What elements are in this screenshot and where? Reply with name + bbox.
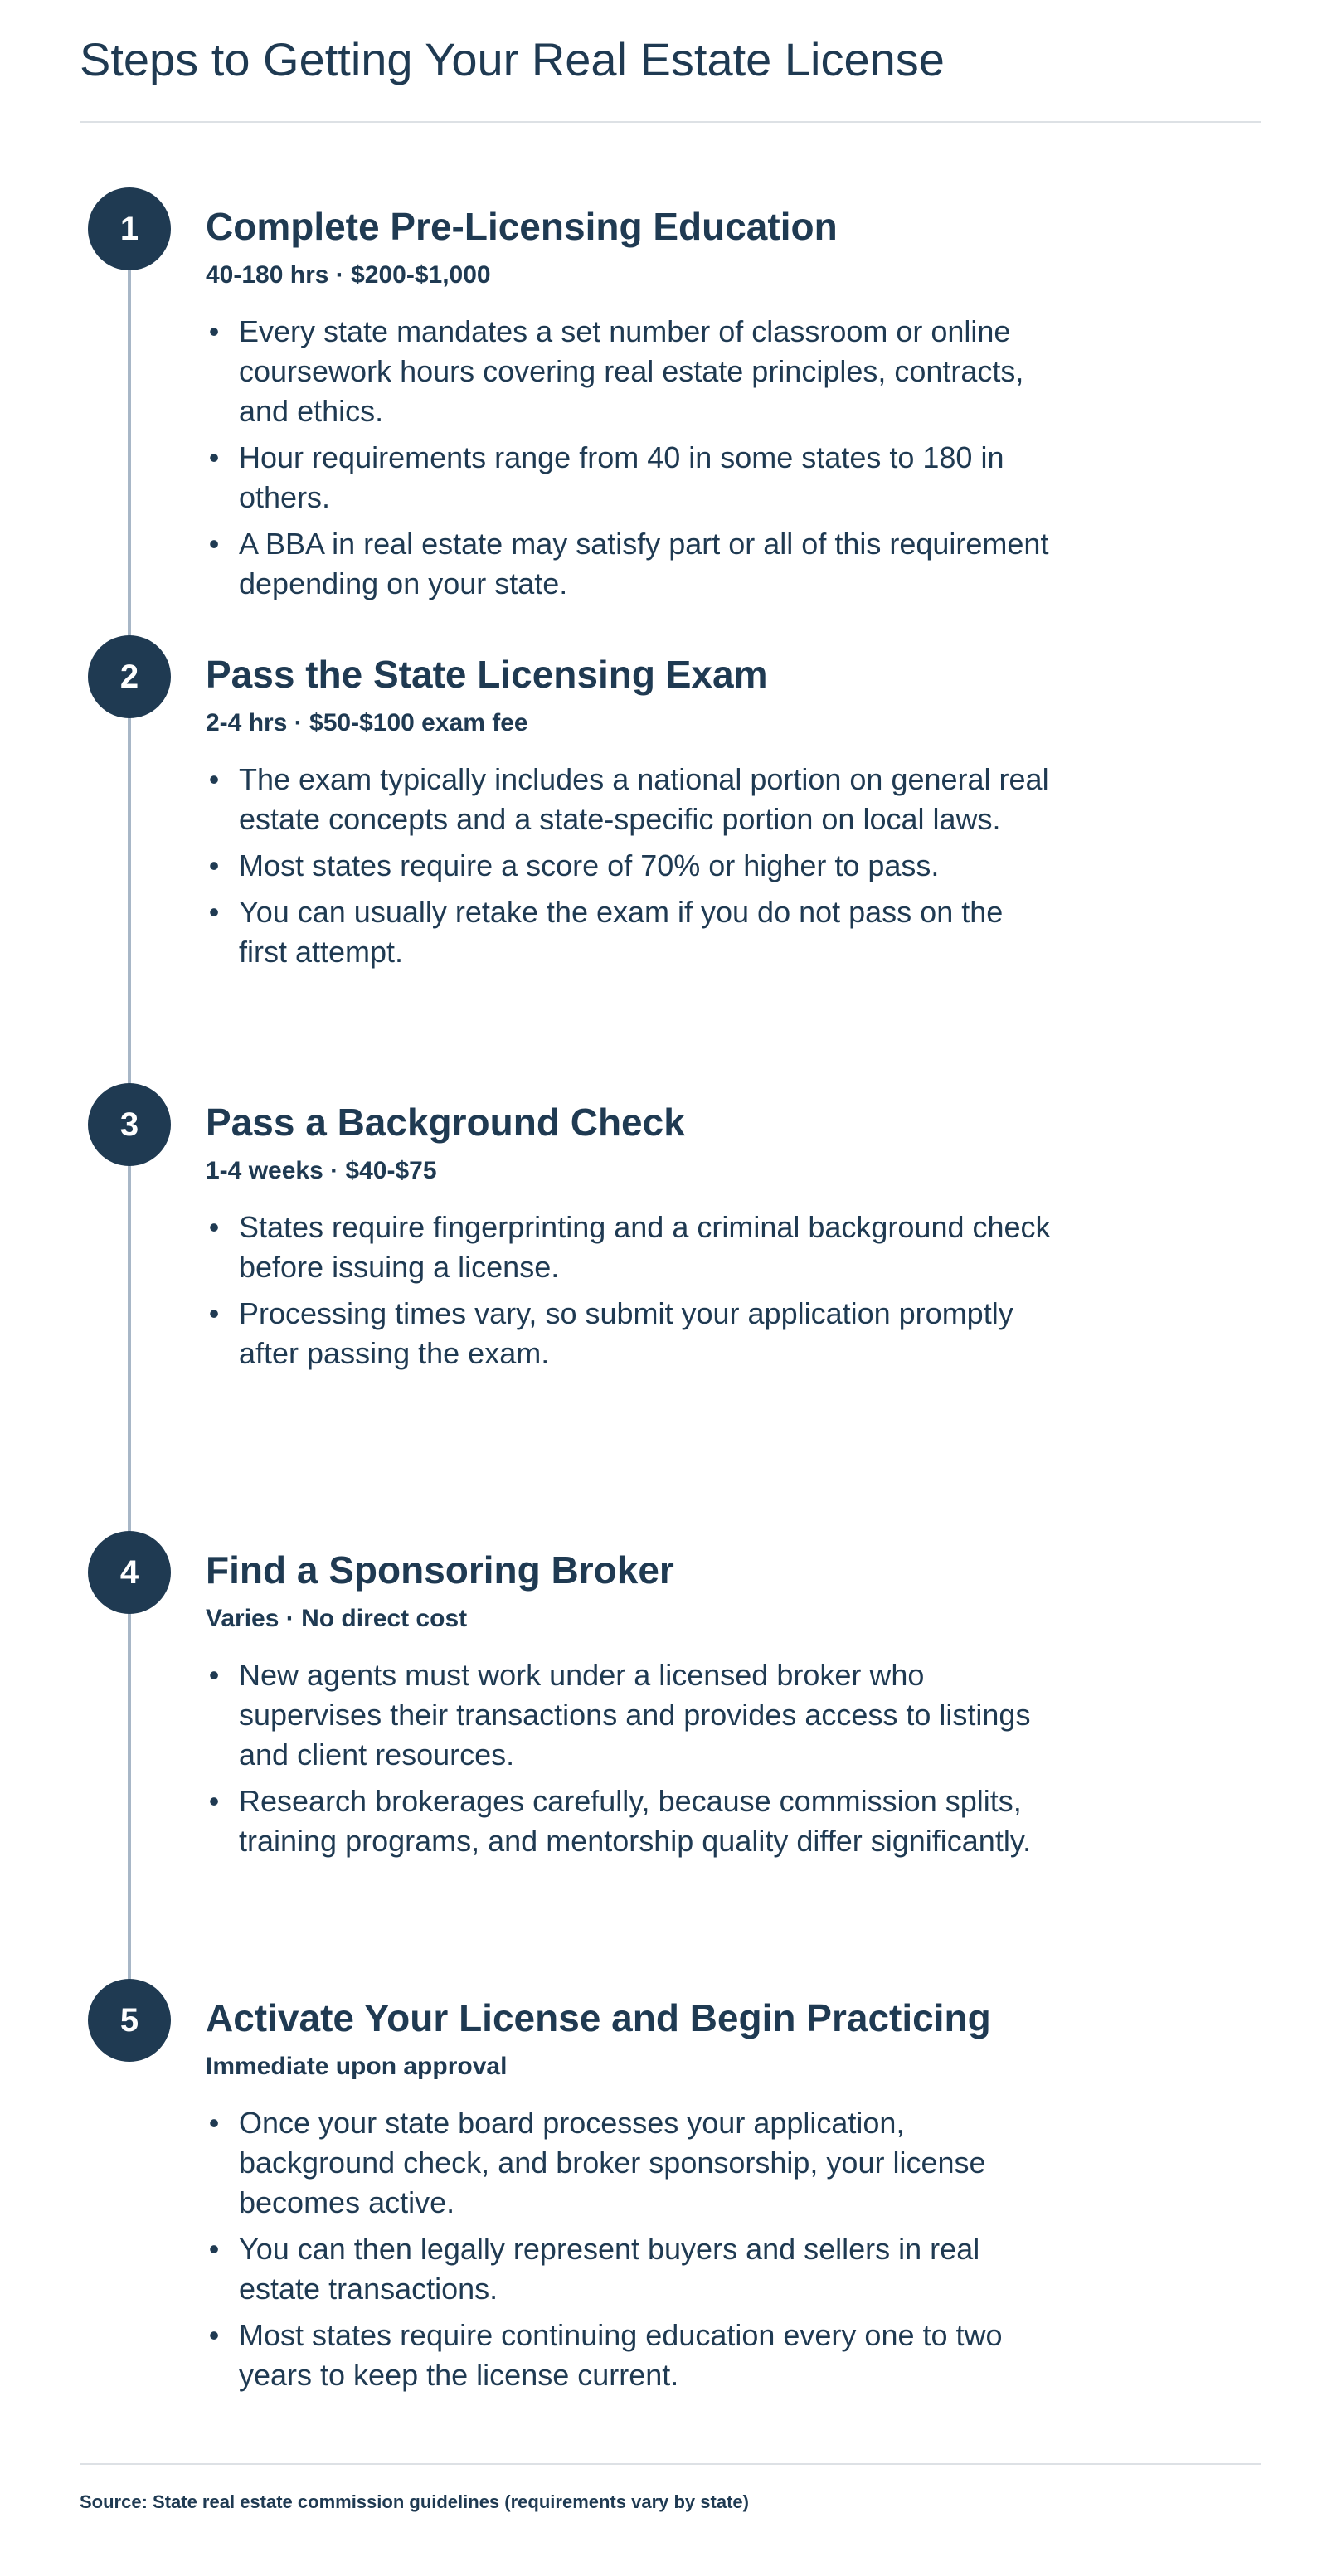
list-item — [206, 846, 1052, 886]
bullet-icon: • — [208, 440, 220, 474]
step-title: Activate Your License and Begin Practicing — [206, 1996, 991, 2039]
list-item — [206, 2229, 1052, 2309]
step-number-badge: 5 — [88, 1979, 171, 2062]
list-item — [206, 1208, 1052, 1287]
bullet-text: Research brokerages carefully, because commission splits, training programs, and mentorship quality differ significantly. — [239, 1784, 1032, 1858]
bullet-text: Processing times vary, so submit your application promptly after passing the exam. — [239, 1296, 1013, 1370]
footer-divider — [80, 2463, 1261, 2465]
bullet-text: A BBA in real estate may satisfy part or all of this requirement depending on your state. — [239, 527, 1049, 600]
list-item — [206, 2103, 1052, 2223]
list-item — [206, 312, 1052, 431]
bullet-text: Once your state board processes your application, background check, and broker sponsorship, your license becomes active. — [239, 2106, 986, 2219]
bullet-text: Most states require a score of 70% or higher to pass. — [239, 848, 940, 882]
bullet-icon: • — [208, 2106, 220, 2140]
step-bullet-list — [206, 2103, 1052, 2402]
list-item — [206, 1655, 1052, 1775]
step-title: Complete Pre-Licensing Education — [206, 205, 838, 248]
bullet-icon: • — [208, 314, 220, 348]
list-item — [206, 892, 1052, 972]
bullet-text: New agents must work under a licensed broker who supervises their transactions and provides access to listings and client resources. — [239, 1658, 1031, 1772]
step-bullet-list — [206, 1655, 1052, 1868]
bullet-icon: • — [208, 1296, 220, 1330]
bullet-text: Most states require continuing education every one to two years to keep the license current. — [239, 2318, 1003, 2392]
step-title: Find a Sponsoring Broker — [206, 1548, 674, 1592]
title-divider — [80, 121, 1261, 123]
bullet-icon: • — [208, 848, 220, 882]
step-duration-cost: Varies · No direct cost — [206, 1605, 468, 1632]
step-title: Pass a Background Check — [206, 1101, 685, 1144]
bullet-text: States require fingerprinting and a criminal background check before issuing a license. — [239, 1210, 1051, 1284]
step-number-badge: 1 — [88, 187, 171, 270]
page-title: Steps to Getting Your Real Estate License — [80, 33, 945, 85]
bullet-icon: • — [208, 527, 220, 561]
bullet-icon: • — [208, 1784, 220, 1818]
bullet-icon: • — [208, 762, 220, 796]
bullet-text: The exam typically includes a national portion on general real estate concepts and a state-specific portion on local laws. — [239, 762, 1049, 836]
step-number-badge: 3 — [88, 1083, 171, 1166]
bullet-text: You can usually retake the exam if you do not pass on the first attempt. — [239, 895, 1004, 969]
list-item — [206, 438, 1052, 518]
list-item — [206, 524, 1052, 604]
bullet-icon: • — [208, 895, 220, 929]
step-duration-cost: 2-4 hrs · $50-$100 exam fee — [206, 709, 528, 736]
step-bullet-list — [206, 1208, 1052, 1380]
step-duration-cost: 1-4 weeks · $40-$75 — [206, 1157, 437, 1184]
bullet-text: Hour requirements range from 40 in some states to 180 in others. — [239, 440, 1004, 514]
step-number-badge: 4 — [88, 1531, 171, 1614]
list-item — [206, 1781, 1052, 1861]
bullet-text: Every state mandates a set number of classroom or online coursework hours covering real estate principles, contracts, and ethics. — [239, 314, 1024, 428]
bullet-icon: • — [208, 2232, 220, 2266]
bullet-icon: • — [208, 1210, 220, 1244]
list-item — [206, 2316, 1052, 2395]
step-bullet-list — [206, 312, 1052, 610]
step-bullet-list — [206, 760, 1052, 979]
step-title: Pass the State Licensing Exam — [206, 653, 768, 696]
step-duration-cost: 40-180 hrs · $200-$1,000 — [206, 261, 491, 289]
bullet-icon: • — [208, 2318, 220, 2352]
source-note: Source: State real estate commission guidelines (requirements vary by state) — [80, 2491, 749, 2512]
step-duration-cost: Immediate upon approval — [206, 2053, 508, 2080]
step-number-badge: 2 — [88, 635, 171, 718]
bullet-icon: • — [208, 1658, 220, 1692]
list-item — [206, 760, 1052, 839]
list-item — [206, 1294, 1052, 1373]
bullet-text: You can then legally represent buyers and sellers in real estate transactions. — [239, 2232, 980, 2306]
